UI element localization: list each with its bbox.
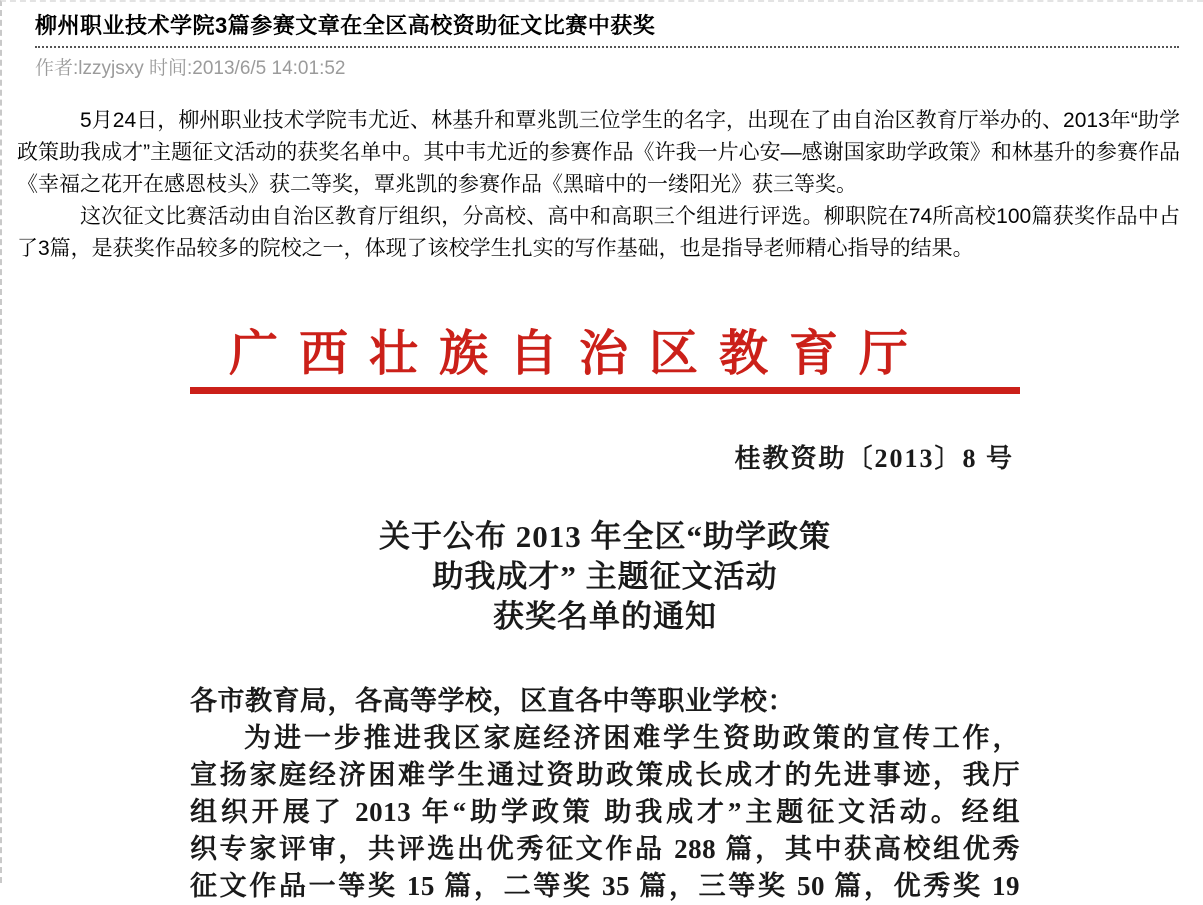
article-meta: 作者:lzzyjsxy 时间:2013/6/5 14:01:52 [35,58,346,79]
title-divider [35,46,1179,48]
document-title-line: 助我成才” 主题征文活动 [432,559,778,594]
document-body-line: 征文作品一等奖 15 篇，二等奖 35 篇，三等奖 50 篇，优秀奖 19 [190,871,1020,901]
document-title-line: 获奖名单的通知 [493,599,717,634]
article-paragraph: 5月24日，柳州职业技术学院韦尤近、林基升和覃兆凯三位学生的名字，出现在了由自治区教育厅举办的、2013年“助学政策助我成才”主题征文活动的获奖名单中。其中韦尤近的参赛作品《许我一片心安—感谢国家助学政策》和林基升的参赛作品《幸福之花开在感恩枝头》获二等奖，覃兆凯的参赛作品《黑暗中的一缕阳光》获三等奖。 [17,109,1180,196]
document-body-line: 为进一步推进我区家庭经济困难学生资助政策的宣传工作， [244,723,1020,753]
document-number: 桂教资助〔2013〕8 号 [734,444,1014,473]
article-title: 柳州职业技术学院3篇参赛文章在全区高校资助征文比赛中获奖 [35,13,656,38]
document-body-line: 组织开展了 2013 年“助学政策 助我成才”主题征文活动。经组 [190,797,1020,827]
document-title [190,517,1020,637]
document-body-line: 织专家评审，共评选出优秀征文作品 288 篇，其中获高校组优秀 [190,834,1020,864]
document-body-line: 宣扬家庭经济困难学生通过资助政策成长成才的先进事迹，我厅 [190,760,1020,790]
document-salutation: 各市教育局，各高等学校，区直各中等职业学校： [190,686,795,716]
article-body [17,105,1180,265]
letterhead-title: 广西壮族自治区教育厅 [228,326,929,381]
article-paragraph: 这次征文比赛活动由自治区教育厅组织，分高校、高中和高职三个组进行评选。柳职院在74所高校100篇获奖作品中占了3篇，是获奖作品较多的院校之一，体现了该校学生扎实的写作基础，也是指导老师精心指导的结果。 [17,205,1180,260]
document-scan-image [190,328,1020,905]
document-body [190,683,1020,905]
document-title-line: 关于公布 2013 年全区“助学政策 [379,519,831,554]
letterhead-red-rule [190,387,1020,394]
